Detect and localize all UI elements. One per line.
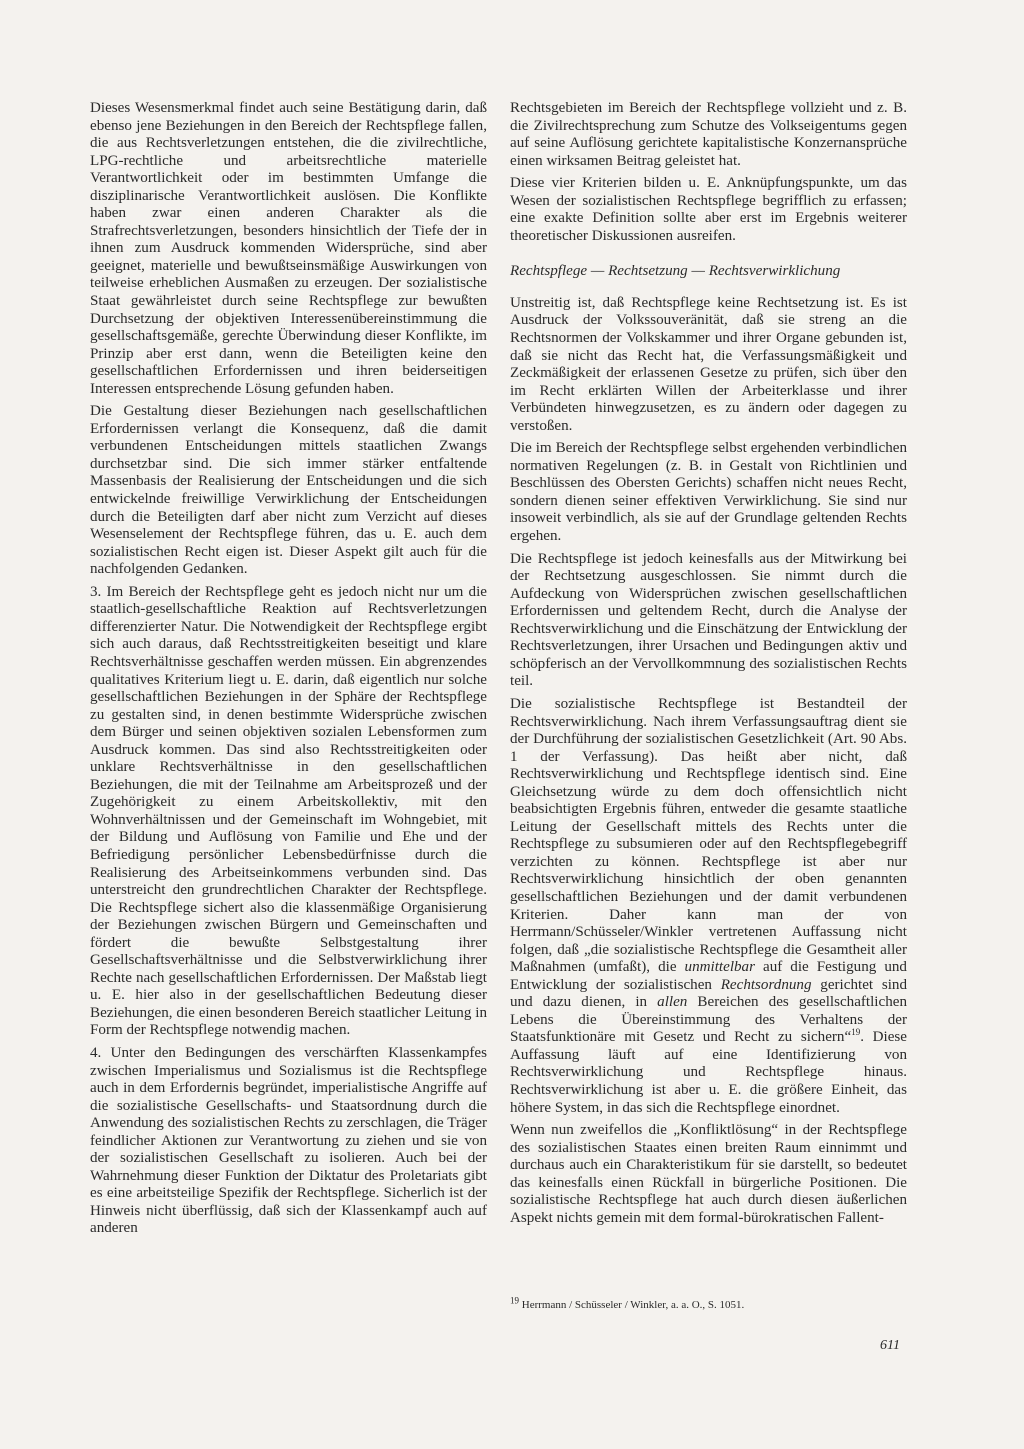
paragraph: Diese vier Kriterien bilden u. E. Anknüpfungspunkte, um das Wesen der sozialistischen Rechtspflege begrifflich zu erfassen; eine exakte Definition sollte aber erst im Ergebnis weiterer theoretischer Diskussionen ausreifen. (510, 175, 907, 244)
footnote-text: Herrmann / Schüsseler / Winkler, a. a. O., S. 1051. (521, 1299, 745, 1311)
paragraph: Dieses Wesensmerkmal findet auch seine Bestätigung darin, daß ebenso jene Beziehungen in den Bereich der Rechtspflege fallen, die aus Rechtsverletzungen entstehen, die die zivilrechtliche, LPG-rechtliche und arbeitsrechtliche materielle Verantwortlichkeit oder im bestimmten Umfange die disziplinarische Verantwortlichkeit auslösen. Die Konflikte haben zwar einen anderen Charakter als die Strafrechtsverletzungen, besonders hinsichtlich der Tiefe der in ihnen zum Ausdruck kommenden Widersprüche, sind aber geeignet, materielle und bewußtseinsmäßige Auswirkungen von teilweise erheblichen Ausmaßen zu erzeugen. Der sozialistische Staat gewährleistet durch seine Rechtspflege zur bewußten Durchsetzung der objektiven Interessenübereinstimmung die gesellschaftsgemäße, gerechte Überwindung dieser Konflikte, im Prinzip aber erst dann, wenn die Beteiligten keine den gesellschaftlichen Erfordernissen und ihren beiderseitigen Interessen entsprechende Lösung gefunden haben. (90, 100, 487, 397)
footnote (510, 1295, 907, 1312)
footnote-reference: 19 (851, 1027, 861, 1038)
text-run: . Diese Auffassung läuft auf eine Identifizierung von Rechtsverwirklichung und Rechtspflege hinaus. Rechtsverwirklichung ist aber u. E. die größere Einheit, das höhere System, in das sich die Rechtspflege einordnet. (510, 1029, 907, 1116)
paragraph: Wenn nun zweifellos die „Konfliktlösung“ in der Rechtspflege des sozialistischen Staates einen breiten Raum einnimmt und durchaus auch ein Charakteristikum für sie darstellt, so bedeutet das keinesfalls einen Rückfall in bürgerliche Positionen. Die sozialistische Rechtspflege hat auch durch diesen äußerlichen Aspekt nichts gemein mit dem formal-bürokratischen Fallent- (510, 1122, 907, 1226)
paragraph: Die Rechtspflege ist jedoch keinesfalls aus der Mitwirkung bei der Rechtsetzung ausgeschlossen. Sie nimmt durch die Aufdeckung von Widersprüchen zwischen gesellschaftlichen Erfordernissen und geltendem Recht, durch die Analyse der Rechtsverwirklichung und die Einschätzung der Entwicklung der Rechtsverletzungen, ihrer Ursachen und Bedingungen aktiv und schöpferisch an der Vervollkommnung des sozialistischen Rechts teil. (510, 550, 907, 690)
paragraph (510, 696, 907, 1117)
footnote-number: 19 (510, 1295, 519, 1306)
paragraph: Rechtsgebieten im Bereich der Rechtspflege vollzieht und z. B. die Zivilrechtsprechung zum Schutze des Volkseigentums gegen auf seine Auflösung gerichtete kapitalistische Konzernansprüche einen wirksamen Beitrag geleistet hat. (510, 100, 907, 169)
paragraph: 4. Unter den Bedingungen des verschärften Klassenkampfes zwischen Imperialismus und Sozialismus ist die Rechtspflege auch in dem Erfordernis begründet, imperialistische Angriffe auf die sozialistische Gesellschafts- und Staatsordnung durch die Anwendung des sozialistischen Rechts zu zerschlagen, die Träger feindlicher Aktionen zur Verantwortung zu ziehen und sie von der sozialistischen Gesellschaft zu isolieren. Auch bei der Wahrnehmung dieser Funktion der Diktatur des Proletariats gibt es eine arbeitsteilige Spezifik der Rechtspflege. Sicherlich ist der Hinweis nicht überflüssig, daß sich der Klassenkampf auch auf anderen (90, 1044, 487, 1237)
section-heading: Rechtspflege — Rechtsetzung — Rechtsverwirklichung (510, 263, 841, 280)
emphasis: unmittelbar (684, 959, 755, 976)
paragraph: Unstreitig ist, daß Rechtspflege keine Rechtsetzung ist. Es ist Ausdruck der Volkssouveränität, daß sie streng an die Rechtsnormen der Volkskammer und ihrer Organe gebunden ist, daß sie nicht das Recht hat, die Verfassungsmäßigkeit und Zeckmäßigkeit der erlassenen Gesetze zu prüfen, sich über den im Recht erklärten Willen der Arbeiterklasse und ihrer Verbündeten hinwegzusetzen, es zu ändern oder dagegen zu verstoßen. (510, 294, 907, 434)
paragraph: 3. Im Bereich der Rechtspflege geht es jedoch nicht nur um die staatlich-gesellschaftliche Reaktion auf Rechtsverletzungen differenzierter Natur. Die Notwendigkeit der Rechtspflege ergibt sich auch daraus, daß Rechtsstreitigkeiten beseitigt und klare Rechtsverhältnisse geschaffen werden müssen. Ein abgrenzendes qualitatives Kriterium liegt u. E. darin, daß eigentlich nur solche gesellschaftlichen Beziehungen in der Sphäre der Rechtspflege zu gestalten sind, in denen bestimmte Widersprüche zwischen dem Bürger und seinen objektiven sozialen Lebensformen zum Ausdruck kommen. Das sind also Rechtsstreitigkeiten oder unklare Rechtsverhältnisse in den gesellschaftlichen Beziehungen, die mit der Teilnahme am Arbeitsprozeß und der Zugehörigkeit zu einem Arbeitskollektiv, mit den Wohnverhältnissen und der Gemeinschaft im Wohngebiet, mit der Bildung und Auflösung von Familie und Ehe und der Befriedigung persönlicher Lebensbedürfnisse durch die Realisierung des Arbeitseinkommens verbunden sind. Das unterstreicht den grundrechtlichen Charakter der Rechtspflege. Die Rechtspflege sichert also die klassenmäßige Organisierung der Beziehungen zwischen Bürgern und Gemeinschaften und fördert die bewußte Selbstgestaltung ihrer Gesellschaftsverhältnisse und die Selbstverwirklichung ihrer Rechte nach gesellschaftlichen Erfordernissen. Der Maßstab liegt u. E. hier also in der gesellschaftlichen Bedeutung dieser Beziehungen, die einen besonderen Bereich staatlicher Leitung in Form der Rechtspflege notwendig machen. (90, 583, 487, 1039)
paragraph: Die Gestaltung dieser Beziehungen nach gesellschaftlichen Erfordernissen verlangt die Konsequenz, daß die damit verbundenen Entscheidungen mittels staatlichen Zwangs durchsetzbar sind. Die sich immer stärker entfaltende Massenbasis der Realisierung der Entscheidungen und die sich entwickelnde freiwillige Verwirklichung der Entscheidungen durch die Beteiligten darf aber nicht zum Verzicht auf dieses Wesenselement der Rechtspflege führen, das u. E. auch dem sozialistischen Recht eigen ist. Dieser Aspekt gilt auch für die nachfolgenden Gedanken. (90, 403, 487, 578)
paragraph: Die im Bereich der Rechtspflege selbst ergehenden verbindlichen normativen Regelungen (z. B. in Gestalt von Richtlinien und Beschlüssen des Obersten Gerichts) schaffen nicht neues Recht, sondern dienen seiner effektiven Verwirklichung. Sie sind nur insoweit verbindlich, als sie auf der Grundlage geltenden Rechts ergehen. (510, 440, 907, 545)
page-number: 611 (880, 1338, 900, 1353)
emphasis: allen (657, 994, 688, 1011)
text-run: gerichtet sind und dazu dienen, in (510, 976, 907, 1011)
emphasis: Rechtsordnung (720, 976, 812, 993)
left-column (90, 100, 487, 1243)
text-run: auf die Festigung und Entwicklung der sozialistischen (510, 959, 907, 993)
text-run: Die sozialistische Rechtspflege ist Bestandteil der Rechtsverwirklichung. Nach ihrem Verfassungsauftrag dient sie der Durchführung der sozialistischen Gesetzlichkeit (Art. 90 Abs. 1 der Verfassung). Das heißt aber nicht, daß Rechtsverwirklichung und Rechtspflege identisch sind. Eine Gleichsetzung würde zu dem doch offensichtlich nicht beabsichtigten Ergebnis führen, entweder die gesamte staatliche Leitung der Gesellschaft mittels des Rechts unter die Rechtspflege zu subsumieren oder auf den Rechtspflegebegriff verzichten zu können. Rechtspflege ist aber nur Rechtsverwirklichung hinsichtlich der oben genannten gesellschaftlichen Beziehungen und der damit verbundenen Kriterien. Daher kann man der von Herrmann/Schüsseler/Winkler vertretenen Auffassung nicht folgen, daß „die sozialistische Rechtspflege die Gesamtheit aller Maßnahmen (umfaßt), die (510, 695, 907, 976)
text-run: Bereichen des gesellschaftlichen Lebens die Übereinstimmung des Verhaltens der Staatsfunktionäre mit Gesetz und Recht zu sichern“ (510, 994, 907, 1046)
right-column (510, 100, 907, 1232)
